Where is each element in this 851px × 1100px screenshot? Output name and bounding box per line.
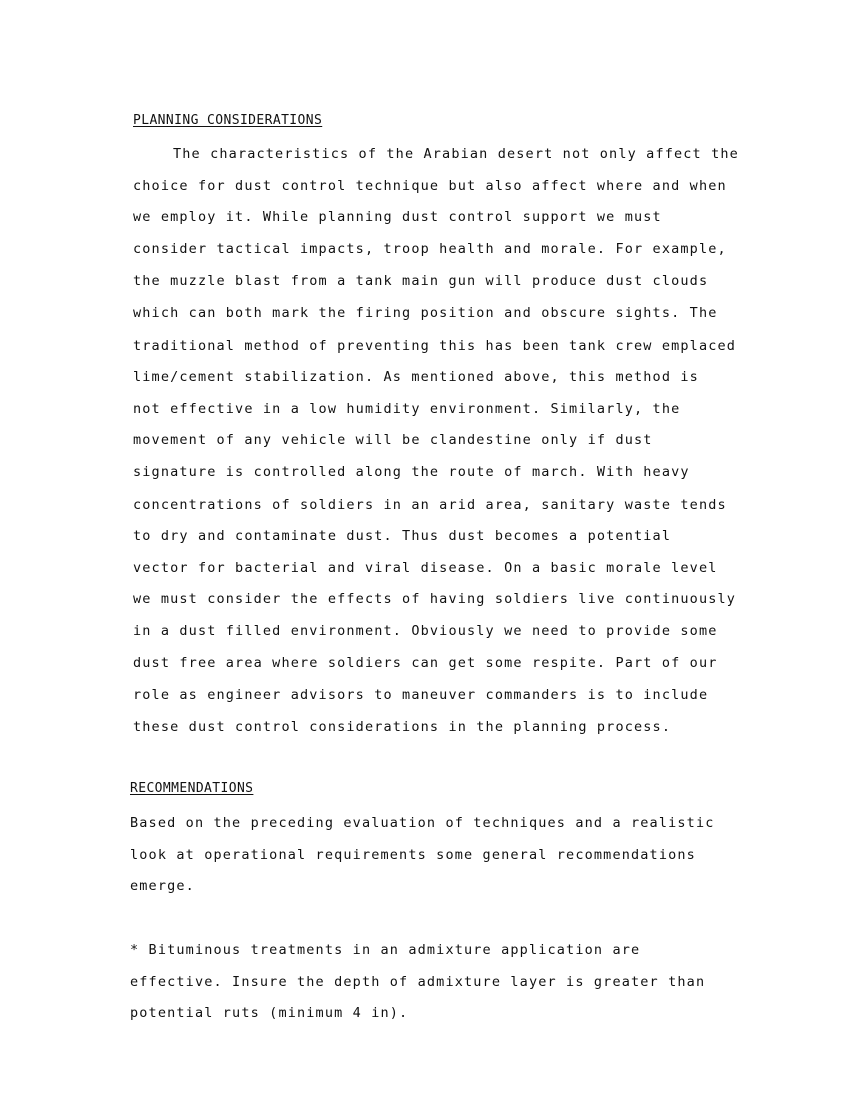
planning-line: lime/cement stabilization. As mentioned above, this method is	[133, 369, 699, 385]
planning-line: role as engineer advisors to maneuver commanders is to include	[133, 687, 709, 703]
recommendations-heading: RECOMMENDATIONS	[130, 781, 254, 796]
bullet-line: effective. Insure the depth of admixture layer is greater than	[130, 974, 706, 990]
bullet-line: * Bituminous treatments in an admixture application are	[130, 942, 641, 958]
planning-considerations-heading: PLANNING CONSIDERATIONS	[133, 113, 323, 128]
planning-line: which can both mark the firing position and obscure sights. The	[133, 305, 718, 321]
planning-line: we employ it. While planning dust control support we must	[133, 209, 662, 225]
planning-line: traditional method of preventing this has been tank crew emplaced	[133, 338, 737, 354]
planning-line: to dry and contaminate dust. Thus dust becomes a potential	[133, 528, 672, 544]
recommendations-line: Based on the preceding evaluation of techniques and a realistic	[130, 815, 715, 831]
planning-line: concentrations of soldiers in an arid area, sanitary waste tends	[133, 497, 727, 513]
recommendations-line: look at operational requirements some general recommendations	[130, 847, 696, 863]
planning-line: dust free area where soldiers can get some respite. Part of our	[133, 655, 718, 671]
planning-line: in a dust filled environment. Obviously we need to provide some	[133, 623, 718, 639]
planning-line: consider tactical impacts, troop health and morale. For example,	[133, 241, 727, 257]
bullet-line: potential ruts (minimum 4 in).	[130, 1005, 409, 1021]
planning-line: signature is controlled along the route of march. With heavy	[133, 464, 690, 480]
planning-line: The characteristics of the Arabian desert not only affect the	[173, 146, 739, 162]
planning-line: we must consider the effects of having soldiers live continuously	[133, 591, 737, 607]
planning-line: movement of any vehicle will be clandestine only if dust	[133, 432, 653, 448]
planning-line: choice for dust control technique but also affect where and when	[133, 178, 727, 194]
planning-line: vector for bacterial and viral disease. On a basic morale level	[133, 560, 718, 576]
planning-line: these dust control considerations in the planning process.	[133, 719, 672, 735]
planning-line: not effective in a low humidity environment. Similarly, the	[133, 401, 681, 417]
planning-line: the muzzle blast from a tank main gun will produce dust clouds	[133, 273, 709, 289]
recommendations-line: emerge.	[130, 878, 195, 894]
